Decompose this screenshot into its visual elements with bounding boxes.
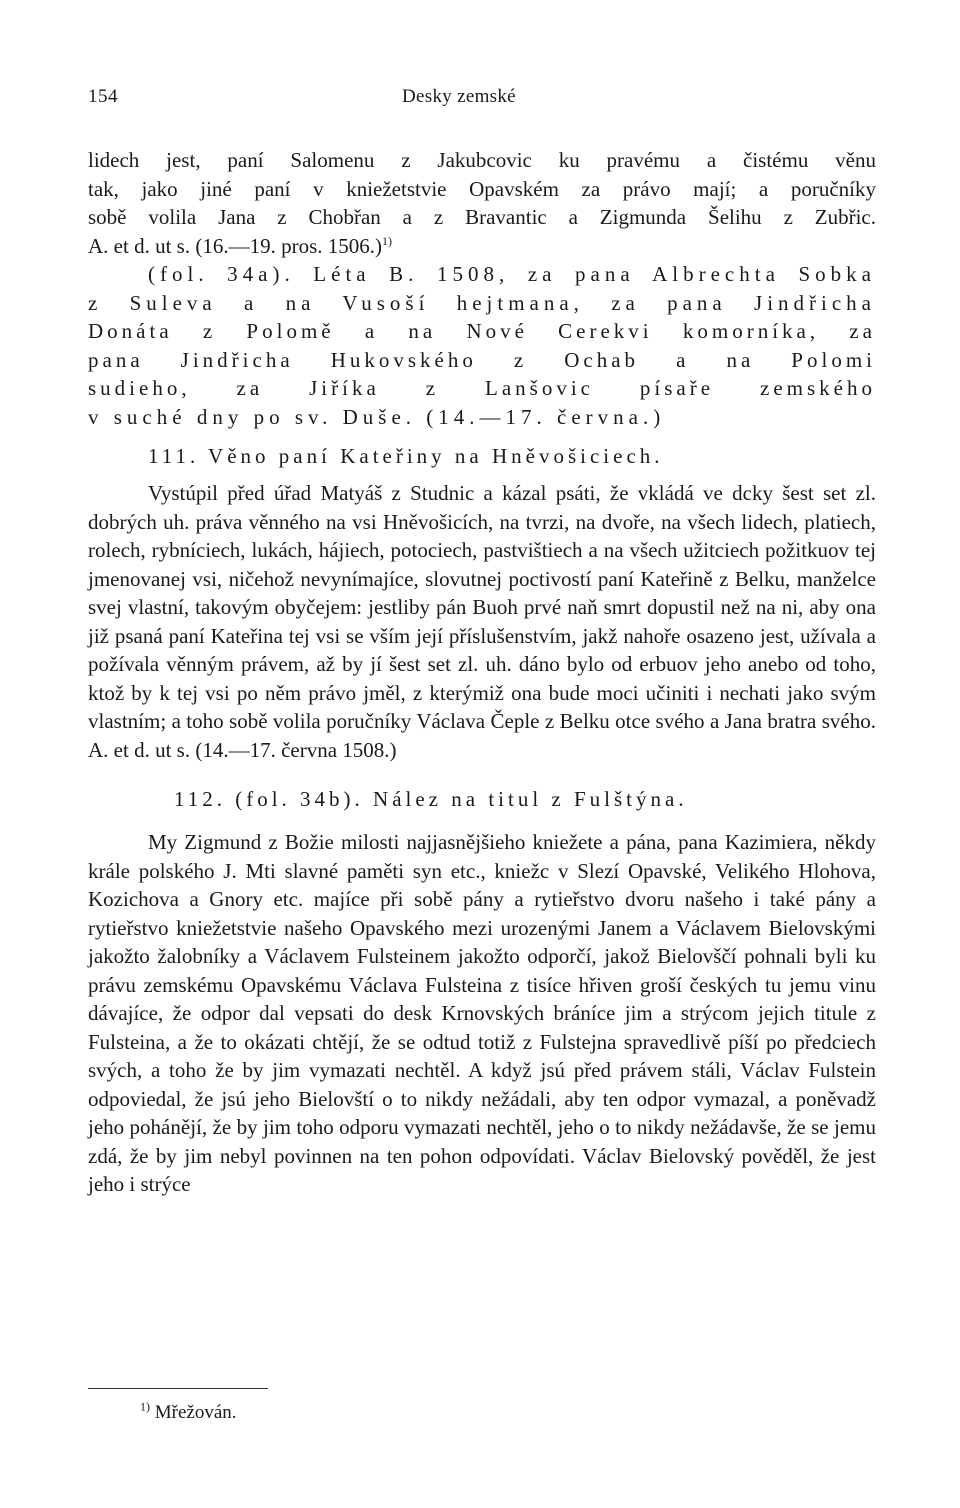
text-line: v suché dny po sv. Duše. (14.—17. června.)	[88, 404, 666, 429]
page	[88, 86, 876, 1199]
text-line: sudieho, za Jiříka z Lanšovic písaře zemského	[88, 376, 876, 400]
text-line-content: A. et d. ut s. (16.—19. pros. 1506.)	[88, 233, 382, 258]
page-header	[88, 86, 876, 116]
text-line: sobě volila Jana z Chobřan a z Bravantic a Zigmunda Šelihu z Zubřic.	[88, 205, 876, 229]
footnote-divider	[88, 1388, 268, 1389]
text-line: Donáta z Polomě a na Nové Cerekvi komorníka, za	[88, 319, 876, 343]
text-line	[88, 232, 876, 261]
running-title: Desky zemské	[402, 86, 516, 107]
footnote-reference-mark: 1	[381, 233, 388, 248]
entry-112-body: My Zigmund z Božie milosti najjasnějšieho kniežete a pána, pana Kazimiera, někdy krále polského J. Mti slavné paměti syn etc., kniežc v Slezí Opavské, Velikého Hlohova, Kozichova a Gnory etc. majíce při sobě pány a rytieřstvo dvoru našeho i také pány a rytieřstvo kniežetstvie našeho Opavského mezi urozenými Janem a Václavem Bielovskými jakožto žalobníky a Václavem Fulsteinem jakožto odporčí, jakož Bielovščí pohnali byli ku právu zemskému Opavskému Václava Fulsteina z tisíce hřiven groší českých tu jemu vinu dávajíce, že odpor dal vepsati do desk Krnovských bráníce jim a strýcom jejich titule z Fulsteina, a že to okázati chtějí, že se odtud totiž z Fulstejna spravedlivě píší po předciech svých, a toho že by jim vymazati nechtěl. A když jsú před právem stáli, Václav Fulstein odpoviedal, že jsú jeho Bielovští o to nikdy nežádali, aby ten odpor vymazal, a poněvadž jeho pohánějí, že by jim toho odporu vymazati nechtěl, jeho o to nikdy nežádavše, že se jemu zdá, že by jim nebyl povinnen na ten pohon odpovídati. Václav Bielovský pověděl, že jest jeho i strýce	[88, 830, 876, 1196]
footnote-mark-number: 1	[140, 1399, 146, 1414]
text-line: tak, jako jiné paní v kniežetstvie Opavském za právo mají; a poručníky	[88, 176, 876, 201]
entry-111-heading: 111. Věno paní Kateřiny na Hněvošiciech.	[148, 444, 664, 468]
page-number: 154	[88, 86, 118, 107]
text-line: lidech jest, paní Salomenu z Jakubcovic ku pravému a čistému věnu	[88, 148, 876, 172]
footnote-mark: 1)	[140, 1399, 150, 1414]
footnote	[140, 1399, 237, 1424]
footnote-reference: 1)	[381, 233, 392, 248]
footnote-text: Mřežován.	[154, 1402, 237, 1423]
text-line: pana Jindřicha Hukovského z Ochab a na Polomi	[88, 347, 876, 372]
entry-112-heading: 112. (fol. 34b). Nález na titul z Fulštýna.	[174, 787, 688, 811]
text-line: z Suleva a na Vusoší hejtmana, za pana Jindřicha	[88, 290, 876, 315]
fol-note	[88, 260, 876, 431]
entry-110-tail	[88, 146, 876, 260]
entry-111-body: Vystúpil před úřad Matyáš z Studnic a kázal psáti, že vkládá ve dcky šest set zl. dobrých uh. práva věnného na vsi Hněvošicích, na tvrzi, na dvoře, na všech lidech, platiech, rolech, rybníciech, lukách, hájiech, potociech, pastvištiech a na všech užitciech požitkuov tej jmenovanej vsi, ničehož nevynímajíce, slovutnej poctivostí paní Kateřině z Belku, manželce svej vlastní, takovým obyčejem: jestliby pán Buoh prvé naň smrt dopustil než na ni, aby ona již psaná paní Kateřina tej vsi se vším její příslušenstvím, jakž nahoře osazeno jest, užívala a požívala věnným právem, až by jí šest set zl. uh. dáno bylo od erbuov jeho anebo od toho, ktož by k tej vsi po něm právo jměl, z kterýmiž ona bude moci učiniti i nechati jako svým vlastním; a toho sobě volila poručníky Václava Čeple z Belku otce svého a Jana bratra svého. A. et d. ut s. (14.—17. června 1508.)	[88, 481, 876, 762]
text-line: (fol. 34a). Léta B. 1508, za pana Albrechta Sobka	[148, 262, 876, 286]
